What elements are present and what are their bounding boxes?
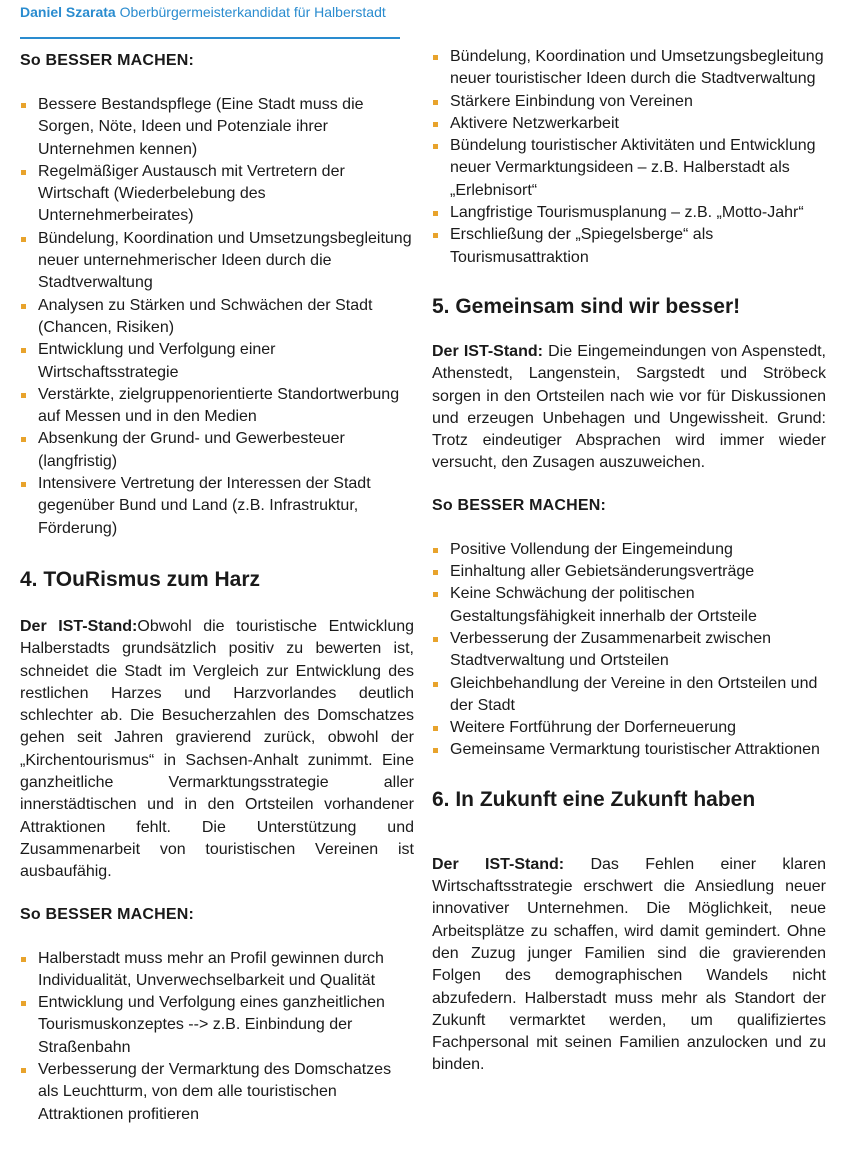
list-item: Erschließung der „Spiegelsberge“ als Tourismusattraktion [432,224,826,269]
bullet-list [20,948,414,1126]
section-body [432,854,826,1077]
list-item: Weitere Fortführung der Dorferneuerung [432,717,826,739]
heading-so-besser-machen: So BESSER MACHEN: [20,905,195,923]
heading-so-besser-machen: So BESSER MACHEN: [432,496,607,514]
bullet-list [20,94,414,540]
list-item: Verstärkte, zielgruppenorientierte Standortwerbung auf Messen und in den Medien [20,384,414,429]
ist-stand-label: Der IST-Stand: [432,342,543,360]
header-divider [20,37,400,39]
list-item: Bessere Bestandspflege (Eine Stadt muss die Sorgen, Nöte, Ideen und Potenziale ihrer Unternehmen kennen) [20,94,414,161]
list-item: Bündelung touristischer Aktivitäten und Entwicklung neuer Vermarktungsideen – z.B. Halberstadt als „Erlebnisort“ [432,135,826,202]
list-item: Entwicklung und Verfolgung eines ganzheitlichen Tourismuskonzeptes --> z.B. Einbindung der Straßenbahn [20,992,414,1059]
section-title: 6. In Zukunft eine Zukunft haben [432,787,756,811]
list-item: Verbesserung der Vermarktung des Domschatzes als Leuchtturm, von dem alle touristischen Attraktionen profitieren [20,1059,414,1126]
list-item: Verbesserung der Zusammenarbeit zwischen Stadtverwaltung und Ortsteilen [432,628,826,673]
author-subtitle: Oberbürgermeisterkandidat für Halberstadt [119,4,386,20]
section-text: Das Fehlen einer klaren Wirtschaftsstrategie erschwert die Ansiedlung neuer innovativer Unternehmen. Die Möglichkeit, neue Arbeitsplätze zu schaffen, wird damit gemindert. Ohne den Zuzug junger Familien sind die gravierenden Folgen des demographischen Wandels nicht abzufedern. Halberstadt muss mehr als Standort der Zukunft vermarktet werden, um qualifiziertes Fachpersonal mit seinen Familien anzulocken und zu binden. [432,855,826,1074]
ist-stand-label: Der IST-Stand: [432,855,565,873]
list-item: Gleichbehandlung der Vereine in den Ortsteilen und der Stadt [432,673,826,718]
left-column [20,48,414,1126]
list-item: Stärkere Einbindung von Vereinen [432,91,826,113]
list-item: Absenkung der Grund- und Gewerbesteuer (langfristig) [20,428,414,473]
bullet-list [432,539,826,762]
ist-stand-label: Der IST-Stand: [20,617,138,635]
author-name: Daniel Szarata [20,4,116,20]
list-item: Entwicklung und Verfolgung einer Wirtschaftsstrategie [20,339,414,384]
list-item: Bündelung, Koordination und Umsetzungsbegleitung neuer touristischer Ideen durch die Stadtverwaltung [432,46,826,91]
page-header [20,4,386,20]
section-text: Obwohl die touristische Entwicklung Halberstadts grundsätzlich positiv zu bewerten ist, schneidet die Stadt im Vergleich zur Entwicklung des restlichen Harzes und Harzvorlandes deutlich schlechter ab. Die Besucherzahlen des Domschatzes gehen seit Jahren gravierend zurück, obwohl der „Kirchentourismus“ in Sachsen-Anhalt zunimmt. Eine ganzheitliche Vermarktungsstrategie aller innerstädtischen und in den Ortsteilen vorhandener Attraktionen fehlt. Die Unterstützung und Zusammenarbeit von touristischen Vereinen ist ausbaufähig. [20,617,415,881]
list-item: Keine Schwächung der politischen Gestaltungsfähigkeit innerhalb der Ortsteile [432,583,826,628]
list-item: Regelmäßiger Austausch mit Vertretern der Wirtschaft (Wiederbelebung des Unternehmerbeirates) [20,161,414,228]
list-item: Intensivere Vertretung der Interessen der Stadt gegenüber Bund und Land (z.B. Infrastruktur, Förderung) [20,473,414,540]
list-item: Bündelung, Koordination und Umsetzungsbegleitung neuer unternehmerischer Ideen durch die Stadtverwaltung [20,228,414,295]
section-text: Die Eingemeindungen von Aspenstedt, Athenstedt, Langenstein, Sargstedt und Ströbeck sorgen in den Ortsteilen nach wie vor für Diskussionen und erzeugen Unbehagen und Ungewissheit. Grund: Trotz eindeutiger Absprachen wird immer wieder versucht, den Zusagen auszuweichen. [432,342,826,472]
right-column [432,46,826,1077]
list-item: Aktivere Netzwerkarbeit [432,113,826,135]
list-item: Gemeinsame Vermarktung touristischer Attraktionen [432,739,826,761]
section-title: 5. Gemeinsam sind wir besser! [432,294,741,318]
list-item: Halberstadt muss mehr an Profil gewinnen durch Individualität, Unverwechselbarkeit und Qualität [20,948,414,993]
list-item: Langfristige Tourismusplanung – z.B. „Motto-Jahr“ [432,202,826,224]
list-item: Einhaltung aller Gebietsänderungsverträge [432,561,826,583]
section-body [432,341,826,475]
list-item: Positive Vollendung der Eingemeindung [432,539,826,561]
heading-so-besser-machen: So BESSER MACHEN: [20,52,195,69]
bullet-list [432,46,826,269]
section-title: 4. TOuRismus zum Harz [20,567,261,591]
section-body [20,616,414,884]
list-item: Analysen zu Stärken und Schwächen der Stadt (Chancen, Risiken) [20,295,414,340]
